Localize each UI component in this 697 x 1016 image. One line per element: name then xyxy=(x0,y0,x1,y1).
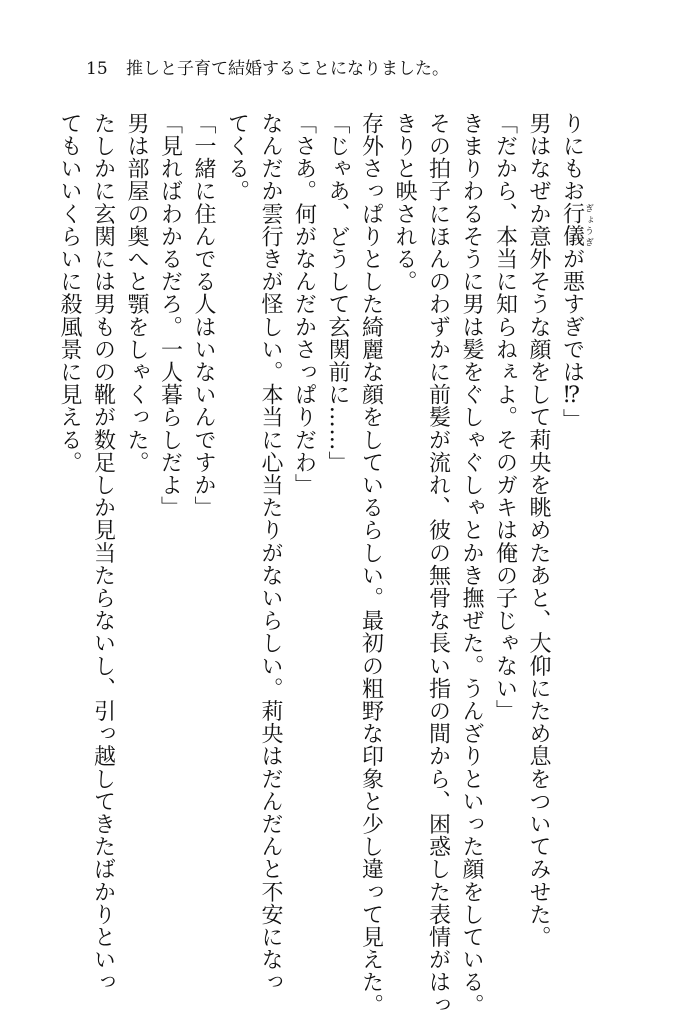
ruby-annotation xyxy=(559,202,593,248)
text-line: 男はなぜか意外そうな顔をして莉央を眺めたあと、大仰にため息をついてみせた。 xyxy=(526,112,551,949)
text-segment: が悪すぎでは⁉」 xyxy=(559,247,585,432)
text-line: 「見ればわかるだろ。一人暮らしだよ」 xyxy=(157,112,183,519)
text-line: 男は部屋の奥へと顎をしゃくった。 xyxy=(124,112,149,474)
page-header xyxy=(86,58,449,80)
text-line: 「さあ。何がなんだかさっぱりだわ」 xyxy=(291,112,317,497)
text-line: きまりわるそうに男は髪をぐしゃぐしゃとかき撫ぜた。うんざりといった顔をしている。 xyxy=(459,112,484,1016)
text-line: なんだか雲行きが怪しい。本当に心当たりがないらしい。莉央はだんだんと不安になっ xyxy=(258,112,283,994)
text-line: 「一緒に住んでる人はいないんですか」 xyxy=(191,112,216,519)
ruby-reading: ぎょうぎ xyxy=(583,202,593,248)
text-line: 「だから、本当に知らねぇよ。そのガキは俺の子じゃない」 xyxy=(492,112,518,723)
vertical-text-body xyxy=(53,112,594,1016)
text-line: 「じゃあ、どうして玄関前に……」 xyxy=(325,112,350,474)
text-line: てもいいくらいに殺風景に見える。 xyxy=(57,112,82,474)
text-segment: りにもお xyxy=(559,112,585,203)
text-line: たしかに玄関には男ものの靴が数足しか見当たらないし、引っ越してきたばかりといっ xyxy=(90,112,116,994)
text-line: てくる。 xyxy=(224,112,250,203)
text-line: 存外さっぱりとした綺麗な顔をしているらしい。最初の粗野な印象と少し違って見えた。 xyxy=(358,112,384,1016)
text-line xyxy=(555,112,593,992)
text-line: きりと映される。 xyxy=(392,112,417,293)
ruby-base: 行儀 xyxy=(559,202,585,248)
text-line: その拍子にほんのわずかに前髪が流れ、彼の無骨な長い指の間から、困惑した表情がはっ xyxy=(425,112,451,1016)
page-number: 15 xyxy=(86,59,108,79)
running-title: 推しと子育て結婚することになりました。 xyxy=(126,59,449,79)
